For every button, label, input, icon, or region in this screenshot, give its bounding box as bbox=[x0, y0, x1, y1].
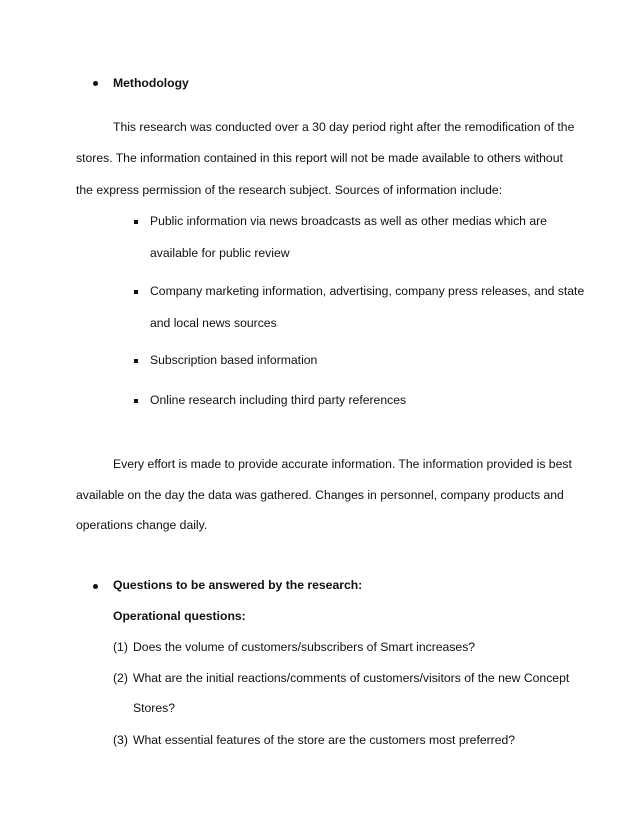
question-3-text: What essential features of the store are the customers most preferred? bbox=[133, 733, 516, 747]
accuracy-paragraph-line-3: operations change daily. bbox=[76, 518, 208, 532]
methodology-paragraph-line-3: the express permission of the research subject. Sources of information include: bbox=[76, 183, 503, 197]
operational-questions-subheading: Operational questions: bbox=[113, 609, 246, 623]
question-1-text: Does the volume of customers/subscribers of Smart increases? bbox=[133, 640, 476, 654]
question-3-number: (3) bbox=[113, 733, 128, 747]
bullet-square-icon bbox=[134, 359, 138, 363]
question-1-number: (1) bbox=[113, 640, 128, 654]
source-item-1-line-2: available for public review bbox=[150, 246, 290, 260]
methodology-paragraph-line-2: stores. The information contained in this report will not be made available to others without bbox=[76, 151, 563, 165]
accuracy-paragraph-line-2: available on the day the data was gathered. Changes in personnel, company products and bbox=[76, 488, 564, 502]
bullet-dot-icon bbox=[93, 584, 98, 589]
source-item-3: Subscription based information bbox=[150, 353, 318, 367]
source-item-4: Online research including third party references bbox=[150, 393, 407, 407]
source-item-2-line-1: Company marketing information, advertising, company press releases, and state bbox=[150, 284, 585, 298]
question-2-text-line-2: Stores? bbox=[133, 701, 176, 715]
source-item-2-line-2: and local news sources bbox=[150, 316, 277, 330]
source-item-1-line-1: Public information via news broadcasts as well as other medias which are bbox=[150, 214, 547, 228]
question-2-number: (2) bbox=[113, 671, 128, 685]
bullet-square-icon bbox=[134, 220, 138, 224]
bullet-dot-icon bbox=[93, 81, 98, 86]
question-2-text-line-1: What are the initial reactions/comments of customers/visitors of the new Concept bbox=[133, 671, 570, 685]
methodology-paragraph-line-1: This research was conducted over a 30 day period right after the remodification of the bbox=[113, 120, 575, 134]
methodology-heading: Methodology bbox=[113, 76, 189, 90]
questions-heading: Questions to be answered by the research: bbox=[113, 578, 363, 592]
accuracy-paragraph-line-1: Every effort is made to provide accurate information. The information provided is best bbox=[113, 457, 572, 471]
bullet-square-icon bbox=[134, 290, 138, 294]
bullet-square-icon bbox=[134, 399, 138, 403]
